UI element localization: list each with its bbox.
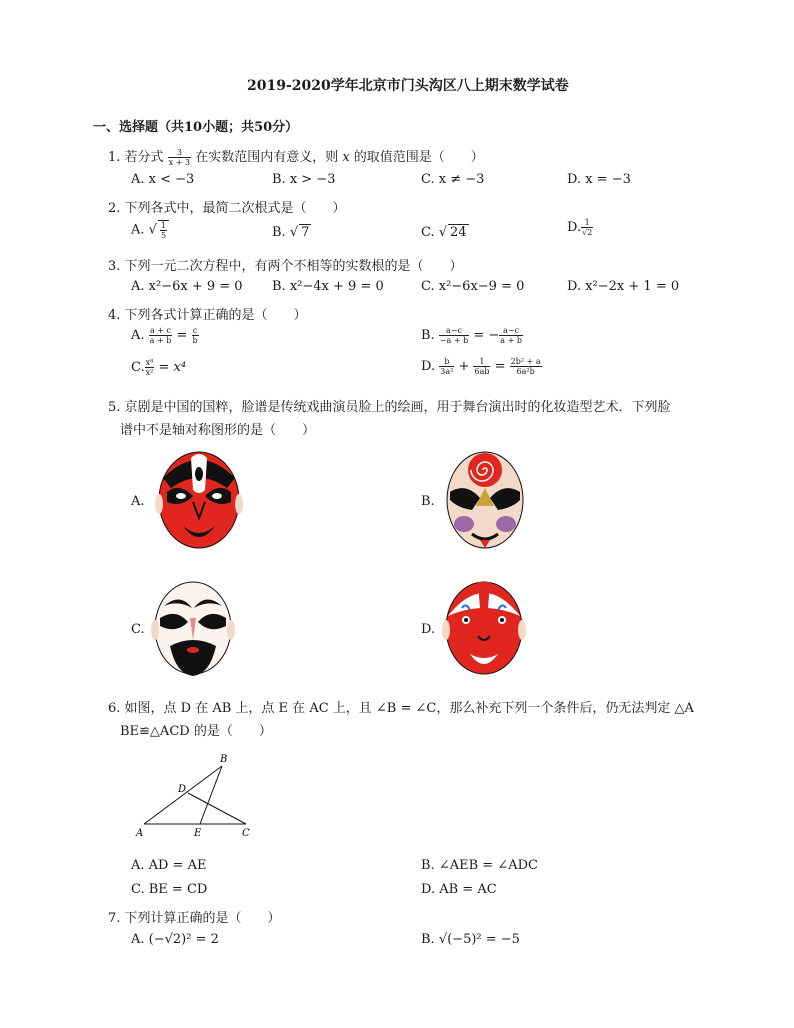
q5-option-c[interactable]: C.	[131, 622, 145, 637]
q6-option-a[interactable]: A. AD = AE	[131, 858, 207, 873]
point-b-label: B	[220, 754, 228, 765]
q7-option-a[interactable]: A. (−√2)² = 2	[131, 932, 219, 947]
q1-option-a[interactable]: A. x < −3	[131, 172, 195, 187]
segment-ab	[144, 766, 222, 824]
q6-option-b[interactable]: B. ∠AEB = ∠ADC	[421, 858, 538, 873]
point-d-label: D	[178, 784, 187, 795]
q3-option-b[interactable]: B. x²−4x + 9 = 0	[272, 279, 384, 294]
q6-option-d[interactable]: D. AB = AC	[421, 882, 497, 897]
q4-option-c[interactable]: C. $\frac{\text{x⁸}}{\text{x²}}$ = x⁴	[131, 358, 187, 377]
opera-mask-b-image	[442, 448, 528, 552]
opera-mask-a-image	[153, 448, 245, 552]
q6-option-c[interactable]: C. BE = CD	[131, 882, 208, 897]
q3-option-a[interactable]: A. x²−6x + 9 = 0	[131, 279, 243, 294]
question-5-stem-line2: 谱中不是轴对称图形的是（ ）	[120, 423, 316, 438]
q5-option-a[interactable]: A.	[131, 494, 145, 509]
question-3-stem: 3. 下列一元二次方程中，有两个不相等的实数根的是（ ）	[108, 259, 463, 274]
fraction: $\frac{3}{x + 3}$	[168, 148, 191, 167]
q1-option-d[interactable]: D. x = −3	[567, 172, 631, 187]
q2-option-d[interactable]: D. $\frac{1}{√2}$	[567, 218, 593, 237]
opera-mask-c-image	[150, 578, 236, 678]
q2-option-b[interactable]: B. √ 7	[272, 225, 310, 240]
question-7-stem: 7. 下列计算正确的是（ ）	[108, 911, 281, 926]
q4-option-a[interactable]: A. $\frac{a + c}{a + b}$ = $\frac{c}{b}$	[131, 326, 198, 345]
q1-option-c[interactable]: C. x ≠ −3	[421, 172, 485, 187]
q5-option-d[interactable]: D.	[421, 622, 436, 637]
q7-option-b[interactable]: B. √(−5)² = −5	[421, 932, 520, 947]
q5-option-b[interactable]: B.	[421, 494, 435, 509]
q1-option-b[interactable]: B. x > −3	[272, 172, 336, 187]
question-6-stem-line2: BE≌△ACD 的是（ ）	[120, 724, 272, 739]
point-e-label: E	[194, 828, 202, 838]
question-1-stem: 1. 若分式 $\frac{3}{x + 3}$ 在实数范围内有意义，则 x 的取值范围是（ ）	[108, 148, 484, 167]
question-5-stem-line1: 5. 京剧是中国的国粹，脸谱是传统戏曲演员脸上的绘画，用于舞台演出时的化妆造型艺术．下列脸	[108, 400, 671, 415]
opera-mask-d-image	[440, 578, 528, 678]
q2-option-a[interactable]: A. √ $\frac{1}{5}$	[131, 220, 169, 240]
q3-option-d[interactable]: D. x²−2x + 1 = 0	[567, 279, 680, 294]
page-title: 2019-2020学年北京市门头沟区八上期末数学试卷	[247, 78, 569, 94]
q4-option-b[interactable]: B. $\frac{a-c}{-a + b}$ = − $\frac{a-c}{a + b}$	[421, 326, 522, 345]
q4-option-d[interactable]: D. $\frac{b}{\text{3a²}}$ + $\frac{1}{6ab}$ = $\frac{\text{2b² + a}}{\text{6a²b}}$	[421, 357, 541, 376]
question-2-stem: 2. 下列各式中，最简二次根式是（ ）	[108, 201, 346, 216]
q2-option-c[interactable]: C. √ 24	[421, 225, 467, 240]
point-a-label: A	[136, 828, 144, 838]
question-4-stem: 4. 下列各式计算正确的是（ ）	[108, 308, 307, 323]
segment-dc	[188, 793, 246, 824]
point-c-label: C	[242, 828, 250, 838]
triangle-diagram	[134, 752, 254, 838]
section-heading: 一、选择题（共10小题；共50分）	[93, 120, 299, 135]
question-6-stem-line1: 6. 如图，点 D 在 AB 上，点 E 在 AC 上，且 ∠B = ∠C，那么补充下列一个条件后，仍无法判定 △A	[108, 701, 694, 716]
q3-option-c[interactable]: C. x²−6x−9 = 0	[421, 279, 525, 294]
